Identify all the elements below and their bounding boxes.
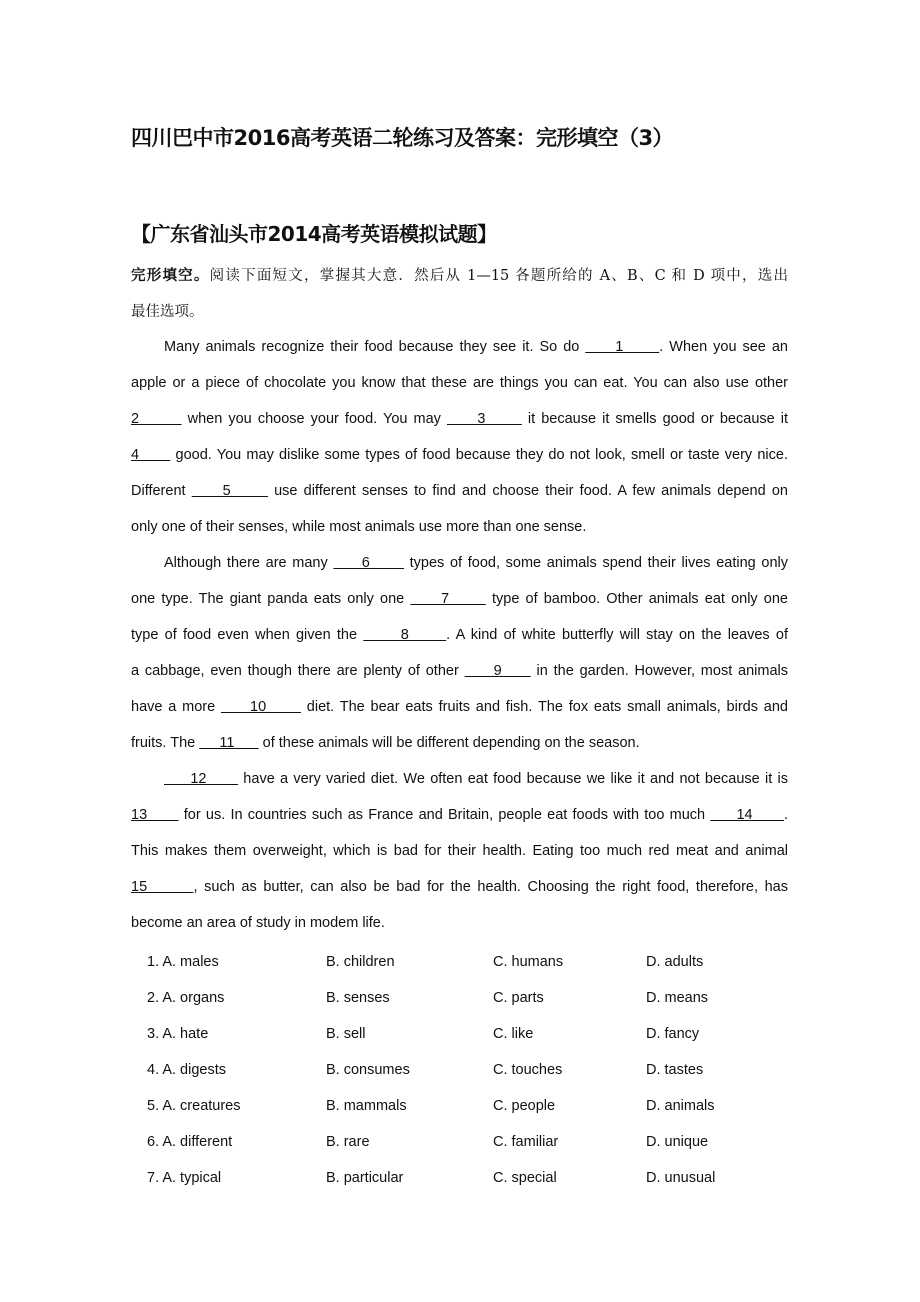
passage-line [131, 804, 788, 840]
option-b: B. consumes [326, 1062, 410, 1078]
question-options-row [147, 1167, 807, 1203]
option-c: C. touches [493, 1062, 563, 1078]
option-b: B. sell [326, 1026, 366, 1042]
option-a: 2. A. organs [147, 990, 225, 1006]
option-b: B. children [326, 954, 395, 970]
passage-text: of these animals will be different depending on the season. [258, 735, 640, 751]
option-d: D. animals [646, 1098, 715, 1114]
passage-text: . A kind of white butterfly will stay on the leaves of [446, 627, 788, 643]
passage-text: one type. The giant panda eats only one [131, 591, 411, 607]
passage-text: Many animals recognize their food because they see it. So do [164, 339, 586, 355]
passage-text: become an area of study in modem life. [131, 915, 385, 931]
passage-line [131, 840, 788, 876]
cloze-passage [131, 336, 788, 948]
blank-14: 14 [710, 807, 784, 823]
blank-12: 12 [164, 771, 239, 787]
option-a: 1. A. males [147, 954, 219, 970]
option-a: 7. A. typical [147, 1170, 222, 1186]
blank-13: 13 [131, 807, 179, 823]
option-d: D. tastes [646, 1062, 704, 1078]
passage-line [131, 336, 788, 372]
passage-text: when you choose your food. You may [181, 411, 447, 427]
passage-line [131, 732, 788, 768]
option-b: B. mammals [326, 1098, 407, 1114]
blank-3: 3 [446, 411, 522, 427]
blank-8: 8 [363, 627, 447, 643]
question-options-row [147, 1059, 807, 1095]
blank-6: 6 [333, 555, 404, 571]
page-title: 四川巴中市2016高考英语二轮练习及答案：完形填空（3） [131, 126, 674, 150]
instruction-line-1 [131, 264, 788, 285]
passage-text: for us. In countries such as France and Britain, people eat foods with too much [178, 807, 711, 823]
passage-text: apple or a piece of chocolate you know that these are things you can eat. You can also use other [131, 375, 788, 391]
passage-line [131, 624, 788, 660]
option-c: C. familiar [493, 1134, 559, 1150]
passage-line [131, 768, 788, 804]
passage-line [131, 588, 788, 624]
passage-line [131, 660, 788, 696]
passage-text: have a very varied diet. We often eat food because we like it and not because it is [238, 771, 788, 787]
passage-text: have a more [131, 699, 221, 715]
option-c: C. humans [493, 954, 564, 970]
passage-line [131, 876, 788, 912]
passage-text: type of bamboo. Other animals eat only one [485, 591, 788, 607]
passage-text: only one of their senses, while most animals use more than one sense. [131, 519, 587, 535]
blank-7: 7 [410, 591, 486, 607]
blank-9: 9 [464, 663, 531, 679]
instruction-line-2: 最佳选项。 [131, 304, 204, 320]
passage-text: Different [131, 483, 192, 499]
option-b: B. senses [326, 990, 390, 1006]
option-b: B. particular [326, 1170, 404, 1186]
passage-text: type of food even when given the [131, 627, 364, 643]
passage-line [131, 408, 788, 444]
option-a: 5. A. creatures [147, 1098, 241, 1114]
section-heading: 【广东省汕头市2014高考英语模拟试题】 [131, 222, 497, 246]
passage-line [131, 444, 788, 480]
question-options-row [147, 1023, 807, 1059]
option-c: C. special [493, 1170, 557, 1186]
question-options-row [147, 1095, 807, 1131]
passage-text: types of food, some animals spend their lives eating only [403, 555, 788, 571]
blank-1: 1 [585, 339, 660, 355]
passage-text: fruits. The [131, 735, 200, 751]
passage-line [131, 696, 788, 732]
blank-11: 11 [199, 735, 259, 751]
option-d: D. unusual [646, 1170, 716, 1186]
blank-5: 5 [191, 483, 268, 499]
passage-text: use different senses to find and choose their food. A few animals depend on [267, 483, 788, 499]
passage-text: Although there are many [164, 555, 334, 571]
passage-text: a cabbage, even though there are plenty of other [131, 663, 465, 679]
option-c: C. people [493, 1098, 556, 1114]
option-d: D. adults [646, 954, 704, 970]
passage-line [131, 516, 788, 552]
passage-line [131, 372, 788, 408]
option-a: 3. A. hate [147, 1026, 209, 1042]
question-options-row [147, 1131, 807, 1167]
instruction-text: 阅读下面短文，掌握其大意．然后从 1—15 各题所给的 A、B、C 和 D 项中，选出 [209, 268, 788, 284]
passage-line [131, 480, 788, 516]
passage-text: This makes them overweight, which is bad for their health. Eating too much red meat and animal [131, 843, 788, 859]
option-b: B. rare [326, 1134, 370, 1150]
option-c: C. parts [493, 990, 544, 1006]
option-a: 4. A. digests [147, 1062, 226, 1078]
instruction-label: 完形填空。 [131, 268, 210, 284]
option-a: 6. A. different [147, 1134, 233, 1150]
answer-options [147, 951, 807, 1203]
passage-text: it because it smells good or because it [521, 411, 789, 427]
passage-text: in the garden. However, most animals [530, 663, 788, 679]
passage-text: . [783, 807, 788, 823]
blank-2: 2 [131, 411, 182, 427]
blank-10: 10 [220, 699, 301, 715]
question-options-row [147, 987, 807, 1023]
option-d: D. unique [646, 1134, 709, 1150]
passage-text: , such as butter, can also be bad for the health. Choosing the right food, therefore, has [193, 879, 788, 895]
option-c: C. like [493, 1026, 534, 1042]
question-options-row [147, 951, 807, 987]
option-d: D. means [646, 990, 709, 1006]
passage-line [131, 552, 788, 588]
passage-text: diet. The bear eats fruits and fish. The fox eats small animals, birds and [300, 699, 788, 715]
passage-line [131, 912, 788, 948]
blank-15: 15 [131, 879, 194, 895]
blank-4: 4 [131, 447, 171, 463]
option-d: D. fancy [646, 1026, 700, 1042]
passage-text: good. You may dislike some types of food because they do not look, smell or taste very nice. [170, 447, 788, 463]
passage-text: . When you see an [659, 339, 788, 355]
